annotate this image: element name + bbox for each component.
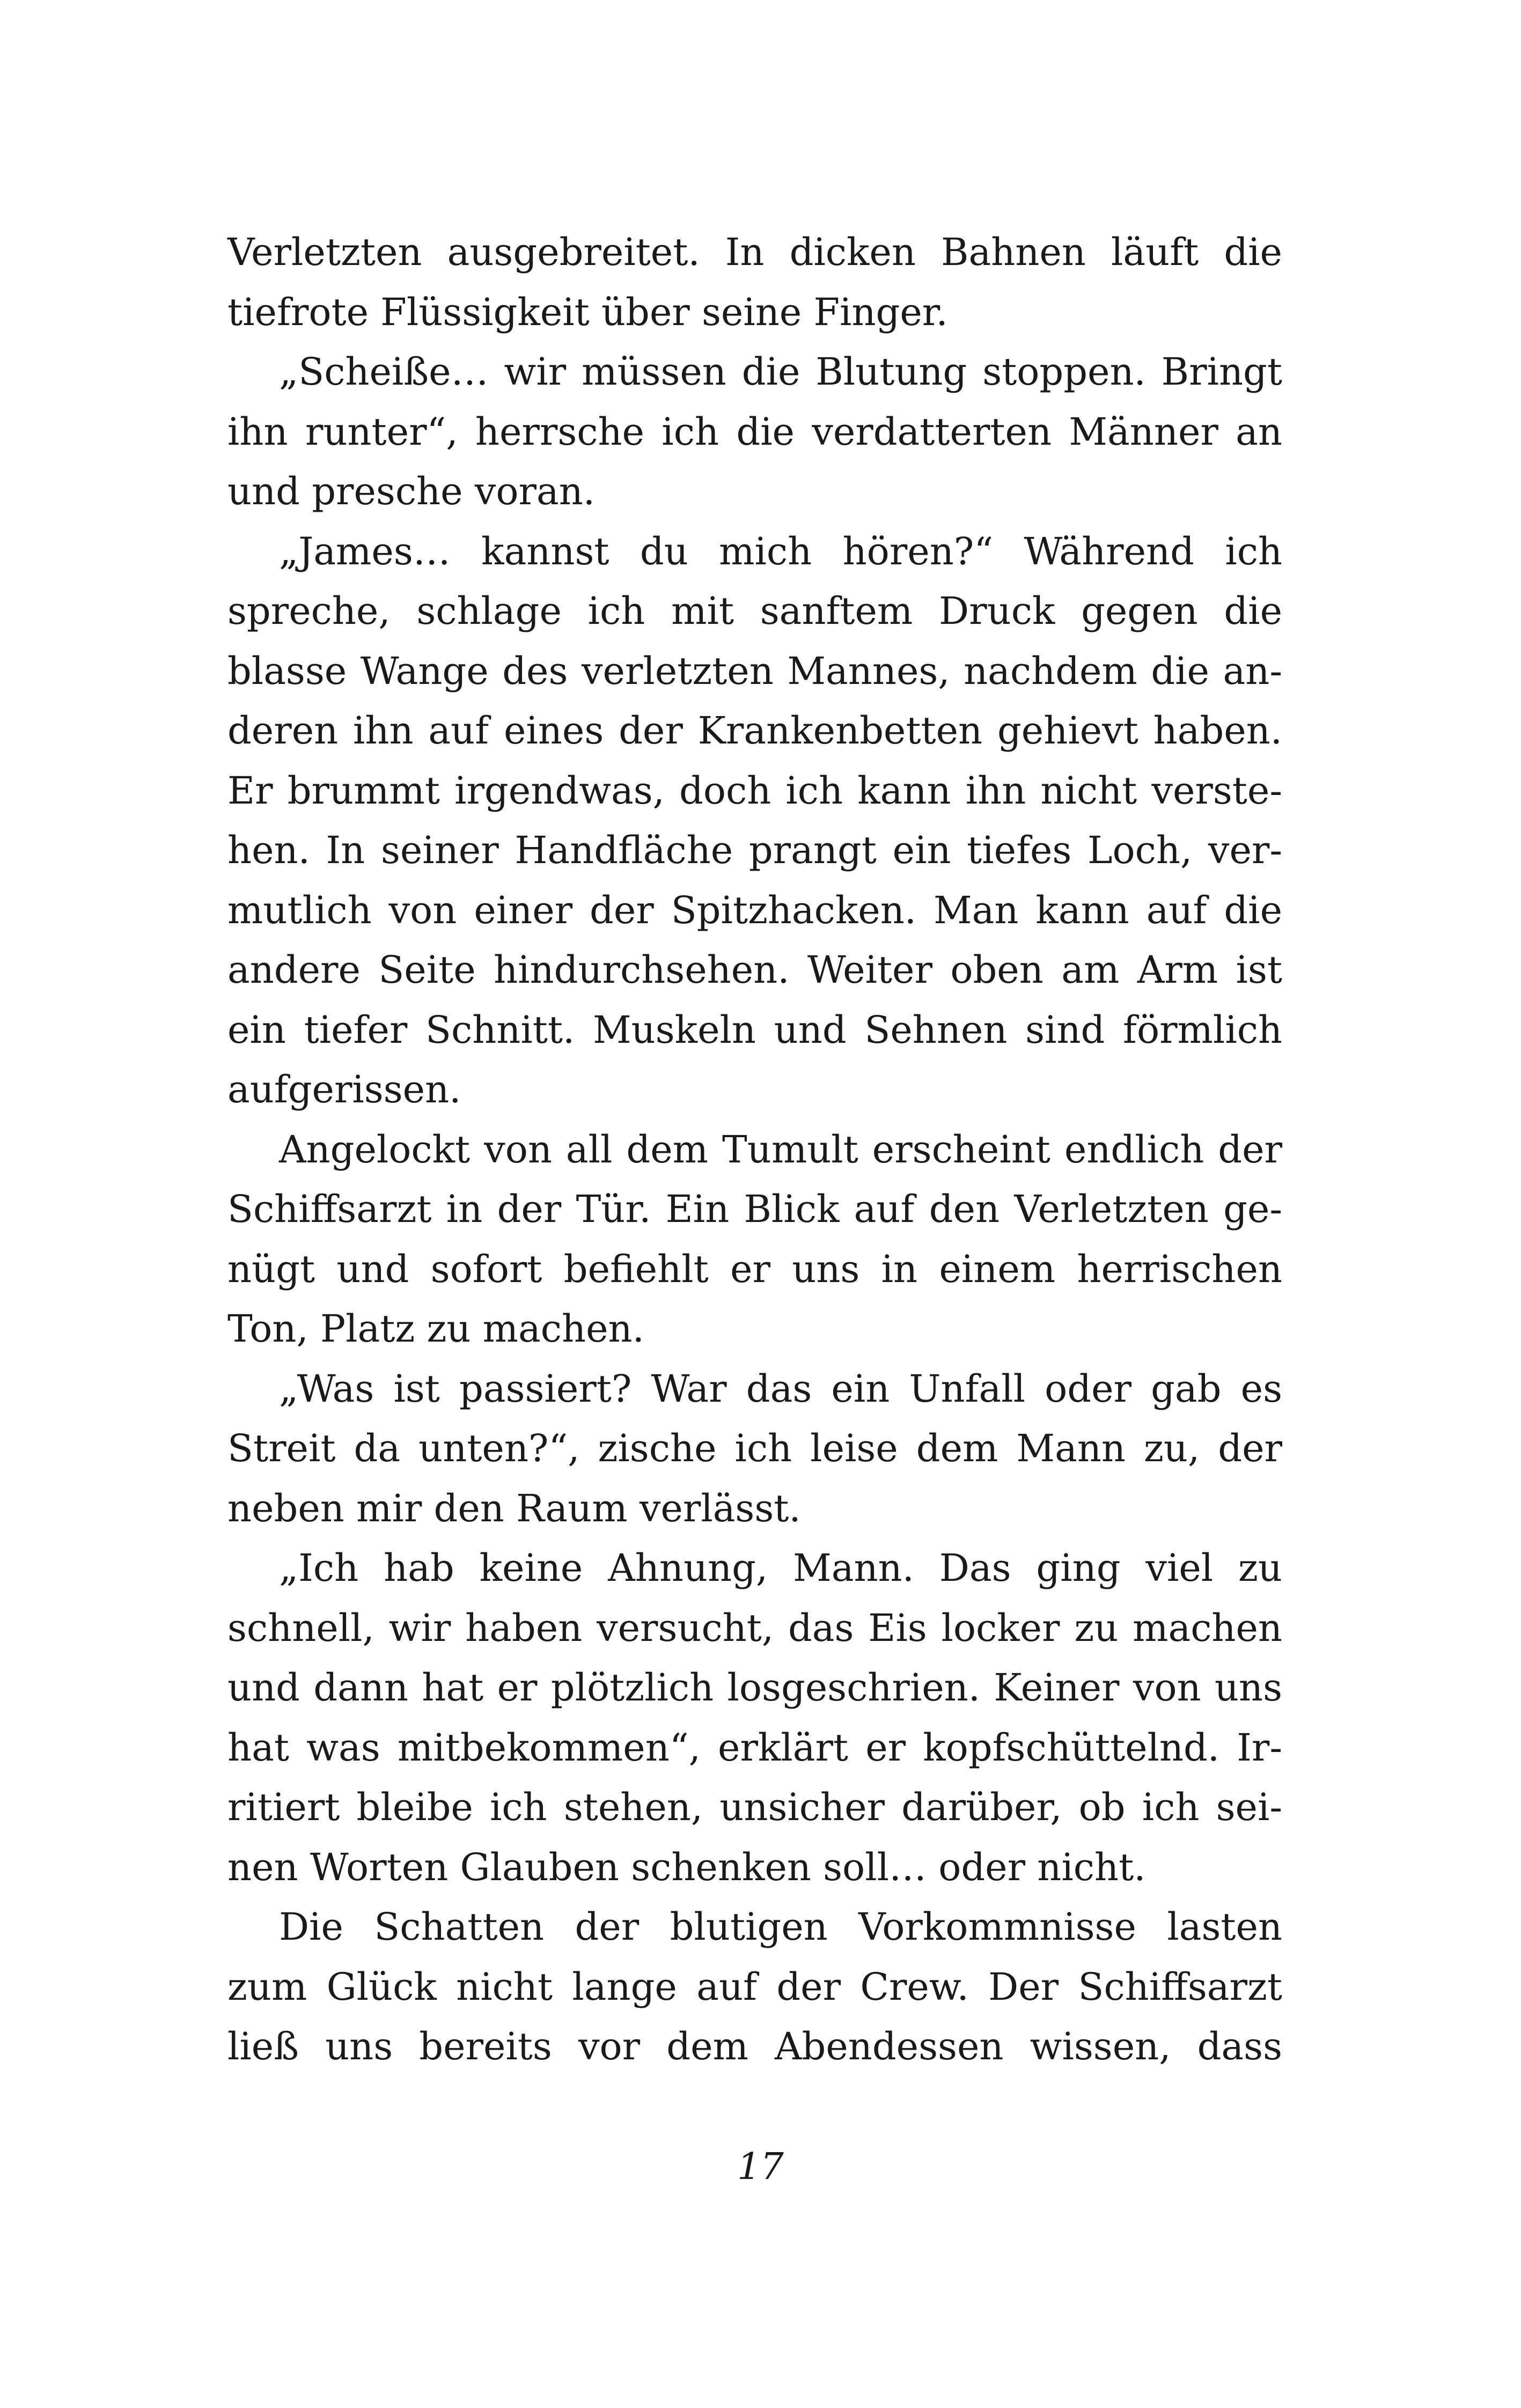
text-line: Er brummt irgendwas, doch ich kann ihn nicht verste- [227, 768, 1282, 813]
text-line: nen Worten Glauben schenken soll… oder nicht. [227, 1845, 1146, 1889]
text-line: deren ihn auf eines der Krankenbetten gehievt haben. [227, 709, 1282, 753]
text-line: andere Seite hindurchsehen. Weiter oben am Arm ist [227, 948, 1282, 992]
page-number: 17 [737, 2146, 784, 2188]
text-line: hen. In seiner Handfläche prangt ein tiefes Loch, ver- [227, 828, 1282, 872]
text-line: „Scheiße… wir müssen die Blutung stoppen. Bringt [279, 350, 1282, 394]
text-line: Schiffsarzt in der Tür. Ein Blick auf den Verletzten ge- [227, 1187, 1282, 1231]
text-line: Verletzten ausgebreitet. In dicken Bahnen läuft die [227, 230, 1282, 274]
text-line: ließ uns bereits vor dem Abendessen wissen, dass [227, 2024, 1282, 2068]
text-line: tiefrote Flüssigkeit über seine Finger. [227, 290, 948, 334]
text-line: „Ich hab keine Ahnung, Mann. Das ging viel zu [279, 1546, 1282, 1590]
text-line: ihn runter“, herrsche ich die verdatterten Männer an [227, 409, 1282, 454]
text-line: Die Schatten der blutigen Vorkommnisse lasten [279, 1905, 1282, 1949]
text-line: zum Glück nicht lange auf der Crew. Der Schiffsarzt [227, 1964, 1282, 2009]
text-line: nügt und sofort befiehlt er uns in einem herrischen [227, 1247, 1282, 1291]
text-line: und presche voran. [227, 469, 596, 513]
text-line: aufgerissen. [227, 1067, 461, 1111]
text-line: ein tiefer Schnitt. Muskeln und Sehnen sind förmlich [227, 1007, 1282, 1052]
text-line: Ton, Platz zu machen. [227, 1307, 644, 1351]
text-line: neben mir den Raum verlässt. [227, 1486, 801, 1530]
text-line: spreche, schlage ich mit sanftem Druck gegen die [227, 589, 1282, 633]
text-line: „Was ist passiert? War das ein Unfall oder gab es [279, 1366, 1282, 1411]
text-line: ritiert bleibe ich stehen, unsicher darüber, ob ich sei- [227, 1785, 1282, 1829]
text-line: und dann hat er plötzlich losgeschrien. Keiner von uns [227, 1666, 1282, 1710]
text-line: schnell, wir haben versucht, das Eis locker zu machen [227, 1606, 1282, 1650]
text-line: blasse Wange des verletzten Mannes, nachdem die an- [227, 649, 1282, 693]
text-line: „James… kannst du mich hören?“ Während ich [279, 529, 1282, 573]
text-line: Streit da unten?“, zische ich leise dem Mann zu, der [227, 1426, 1282, 1470]
text-line: hat was mitbekommen“, erklärt er kopfschüttelnd. Ir- [227, 1725, 1282, 1770]
text-line: Angelockt von all dem Tumult erscheint endlich der [279, 1127, 1282, 1172]
text-line: mutlich von einer der Spitzhacken. Man kann auf die [227, 888, 1282, 932]
body-text [227, 223, 1282, 2077]
